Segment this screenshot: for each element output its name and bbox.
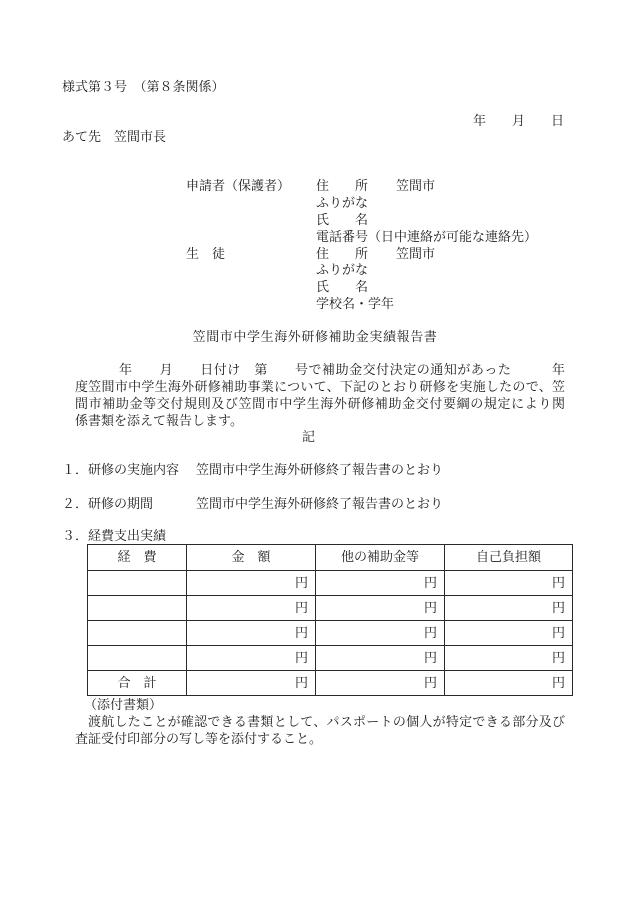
table-cell: 円	[445, 646, 573, 671]
student-address-value: 笠間市	[396, 247, 436, 262]
table-cell: 円	[316, 571, 445, 596]
table-header-cell: 自己負担額	[445, 545, 573, 571]
table-cell: 円	[187, 596, 316, 621]
item-label: ２．研修の期間	[62, 497, 154, 512]
table-header-cell: 他の補助金等	[316, 545, 445, 571]
applicant-furigana-label: ふりがな	[316, 196, 369, 211]
table-cell	[88, 621, 187, 646]
table-row	[88, 596, 573, 621]
applicant-address-label: 住 所	[316, 179, 369, 194]
table-cell	[88, 596, 187, 621]
student-role-label: 生 徒	[186, 247, 226, 262]
body-line: 間市補助金等交付規則及び笠間市中学生海外研修補助金交付要綱の規定により関	[75, 397, 565, 412]
attachments-text-line: 査証受付印部分の写し等を添付すること。	[75, 732, 323, 747]
ki-heading: 記	[302, 430, 316, 445]
table-row	[88, 571, 573, 596]
table-cell: 円	[445, 596, 573, 621]
addressee: あて先 笠間市長	[62, 130, 167, 145]
item-value: 笠間市中学生海外研修終了報告書のとおり	[196, 463, 444, 478]
table-header-row	[88, 545, 573, 571]
table-total-row	[88, 671, 573, 696]
table-cell: 円	[445, 621, 573, 646]
body-line: 係書類を添えて報告します。	[75, 414, 243, 429]
report-title: 笠間市中学生海外研修補助金実績報告書	[192, 330, 438, 345]
table-cell: 円	[316, 596, 445, 621]
applicant-name-label: 氏 名	[316, 213, 369, 228]
table-cell: 円	[445, 671, 573, 696]
table-cell: 円	[187, 621, 316, 646]
applicant-role-label: 申請者（保護者）	[186, 179, 291, 194]
table-cell: 円	[445, 571, 573, 596]
student-name-label: 氏 名	[316, 280, 369, 295]
table-cell: 円	[316, 671, 445, 696]
student-furigana-label: ふりがな	[316, 263, 369, 278]
table-row	[88, 621, 573, 646]
date-line: 年 月 日	[473, 114, 565, 129]
table-header-cell: 金 額	[187, 545, 316, 571]
expense-table	[87, 544, 573, 696]
table-cell	[88, 571, 187, 596]
table-cell	[88, 646, 187, 671]
attachments-heading: （添付書類）	[84, 698, 163, 713]
table-cell: 円	[316, 621, 445, 646]
body-line: 年 月 日付け 第 号で補助金交付決定の通知があった 年	[119, 363, 565, 378]
table-cell: 円	[187, 571, 316, 596]
student-school-label: 学校名・学年	[316, 297, 395, 312]
table-header-cell: 経 費	[88, 545, 187, 571]
table-cell: 円	[187, 646, 316, 671]
form-number: 様式第３号 （第８条関係）	[62, 80, 225, 95]
table-total-label: 合 計	[88, 671, 187, 696]
student-address-label: 住 所	[316, 247, 369, 262]
table-cell: 円	[316, 646, 445, 671]
attachments-text-line: 渡航したことが確認できる書類として、パスポートの個人が特定できる部分及び	[88, 715, 565, 730]
item-label: １．研修の実施内容	[62, 463, 180, 478]
body-line: 度笠間市中学生海外研修補助事業について、下記のとおり研修を実施したので、笠	[75, 380, 565, 395]
item-label: ３．経費支出実績	[62, 529, 167, 544]
applicant-address-value: 笠間市	[396, 179, 436, 194]
applicant-phone-label: 電話番号（日中連絡が可能な連絡先）	[316, 230, 538, 245]
table-cell: 円	[187, 671, 316, 696]
item-value: 笠間市中学生海外研修終了報告書のとおり	[196, 497, 444, 512]
table-row	[88, 646, 573, 671]
